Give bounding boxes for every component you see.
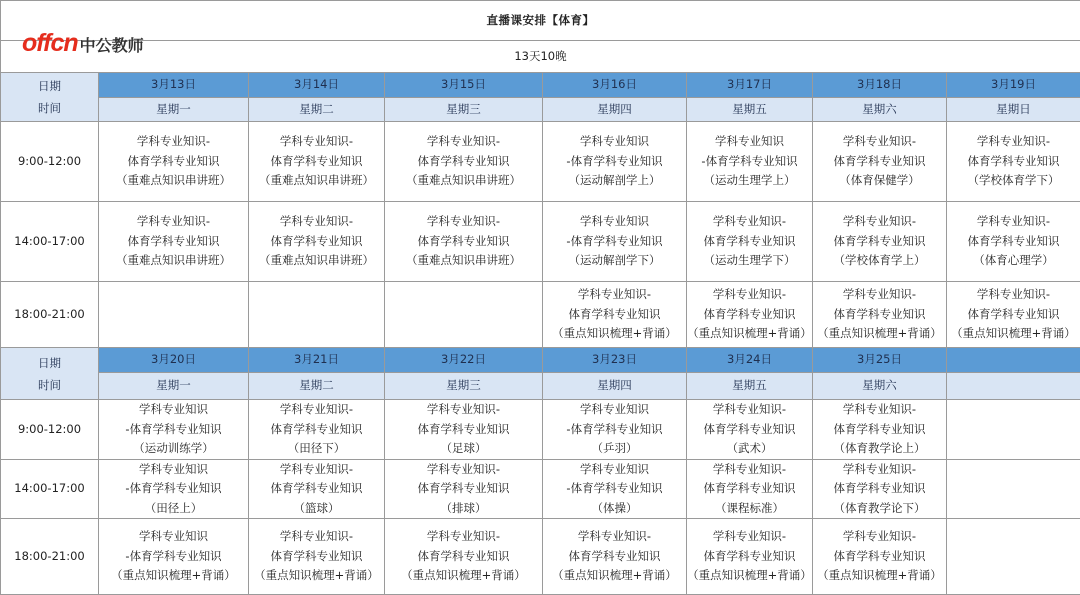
course-line: 体育学科专业知识: [249, 232, 384, 252]
weekday-header-cell: 星期六: [813, 98, 947, 122]
course-line: 学科专业知识-: [813, 132, 946, 152]
course-line: 体育学科专业知识: [249, 479, 384, 499]
course-line: （课程标准）: [687, 499, 812, 519]
course-line: -体育学科专业知识: [543, 232, 686, 252]
course-line: 学科专业知识-: [687, 460, 812, 480]
empty-cell: [249, 282, 385, 348]
course-line: （学校体育学下）: [947, 171, 1080, 191]
course-line: （乒羽）: [543, 439, 686, 459]
empty-cell: [99, 282, 249, 348]
course-cell: [687, 282, 813, 348]
course-line: （运动解剖学上）: [543, 171, 686, 191]
schedule-title: 直播课安排【体育】: [1, 1, 1080, 41]
schedule-body: [1, 1, 1080, 595]
weekday-header-cell: 星期日: [947, 98, 1080, 122]
time-slot-label: 18:00-21:00: [1, 282, 99, 348]
date-header-cell: [947, 348, 1080, 373]
course-cell: [947, 202, 1080, 282]
course-line: 学科专业知识: [543, 400, 686, 420]
time-slot-label: 18:00-21:00: [1, 519, 99, 595]
course-cell: [687, 202, 813, 282]
course-line: （重难点知识串讲班）: [249, 251, 384, 271]
course-line: 体育学科专业知识: [687, 305, 812, 325]
course-line: 体育学科专业知识: [687, 232, 812, 252]
course-cell: [813, 202, 947, 282]
course-cell: [947, 282, 1080, 348]
course-line: 学科专业知识-: [99, 132, 248, 152]
time-slot-row: [1, 122, 1080, 202]
course-line: 学科专业知识: [99, 460, 248, 480]
course-line: 学科专业知识-: [813, 212, 946, 232]
course-cell: [813, 459, 947, 519]
course-line: 学科专业知识: [543, 132, 686, 152]
date-header-cell: 3月18日: [813, 73, 947, 98]
course-line: （学校体育学上）: [813, 251, 946, 271]
course-line: 学科专业知识-: [385, 400, 542, 420]
date-header-cell: 3月13日: [99, 73, 249, 98]
course-line: （田径下）: [249, 439, 384, 459]
course-line: （体育教学论下）: [813, 499, 946, 519]
course-line: 学科专业知识: [99, 400, 248, 420]
course-line: 学科专业知识-: [249, 527, 384, 547]
course-line: （体育心理学）: [947, 251, 1080, 271]
course-line: 学科专业知识-: [385, 212, 542, 232]
course-line: 学科专业知识-: [687, 527, 812, 547]
course-line: 学科专业知识-: [813, 285, 946, 305]
course-line: 体育学科专业知识: [99, 232, 248, 252]
offcn-logo: [22, 30, 144, 56]
date-header-cell: 3月15日: [385, 73, 543, 98]
date-header-cell: 3月22日: [385, 348, 543, 373]
course-line: （排球）: [385, 499, 542, 519]
course-line: （篮球）: [249, 499, 384, 519]
course-line: （重点知识梳理+背诵）: [947, 324, 1080, 344]
course-line: 体育学科专业知识: [813, 305, 946, 325]
course-cell: [385, 202, 543, 282]
course-line: （运动生理学下）: [687, 251, 812, 271]
course-line: -体育学科专业知识: [687, 152, 812, 172]
date-header-cell: 3月21日: [249, 348, 385, 373]
course-cell: [385, 459, 543, 519]
course-line: （重点知识梳理+背诵）: [385, 566, 542, 586]
course-line: （足球）: [385, 439, 542, 459]
course-line: （重难点知识串讲班）: [99, 171, 248, 191]
course-line: 学科专业知识-: [99, 212, 248, 232]
weekday-header-cell: 星期五: [687, 98, 813, 122]
weekday-header-cell: 星期一: [99, 373, 249, 400]
course-line: 学科专业知识-: [813, 527, 946, 547]
course-line: （重难点知识串讲班）: [99, 251, 248, 271]
course-line: 学科专业知识: [543, 460, 686, 480]
course-line: 学科专业知识-: [947, 212, 1080, 232]
course-line: 体育学科专业知识: [947, 232, 1080, 252]
course-line: 学科专业知识-: [947, 132, 1080, 152]
course-cell: [813, 282, 947, 348]
logo-text-cn: 中公教师: [80, 33, 144, 59]
course-line: 学科专业知识-: [543, 527, 686, 547]
course-line: （重点知识梳理+背诵）: [813, 324, 946, 344]
course-line: 学科专业知识-: [385, 527, 542, 547]
empty-cell: [385, 282, 543, 348]
course-line: 学科专业知识-: [249, 132, 384, 152]
course-cell: [249, 400, 385, 460]
course-line: 学科专业知识-: [385, 132, 542, 152]
course-line: （重难点知识串讲班）: [385, 251, 542, 271]
course-line: （武术）: [687, 439, 812, 459]
course-line: 体育学科专业知识: [813, 152, 946, 172]
weekday-header-cell: 星期四: [543, 98, 687, 122]
date-header-cell: 3月19日: [947, 73, 1080, 98]
course-cell: [543, 459, 687, 519]
empty-cell: [947, 459, 1080, 519]
course-line: 体育学科专业知识: [813, 547, 946, 567]
course-line: 学科专业知识: [99, 527, 248, 547]
title-row: [1, 1, 1080, 41]
corner-label-time: 时间: [1, 374, 98, 396]
date-header-cell: 3月23日: [543, 348, 687, 373]
course-line: 体育学科专业知识: [543, 547, 686, 567]
course-line: 体育学科专业知识: [813, 479, 946, 499]
course-cell: [385, 519, 543, 595]
weekday-header-cell: 星期一: [99, 98, 249, 122]
course-cell: [249, 202, 385, 282]
course-line: 体育学科专业知识: [385, 479, 542, 499]
course-line: （重点知识梳理+背诵）: [249, 566, 384, 586]
course-line: 学科专业知识-: [249, 460, 384, 480]
weekday-header-cell: 星期三: [385, 98, 543, 122]
date-header-cell: 3月17日: [687, 73, 813, 98]
time-slot-label: 14:00-17:00: [1, 202, 99, 282]
weekday-header-cell: 星期五: [687, 373, 813, 400]
course-line: （体操）: [543, 499, 686, 519]
schedule-subtitle: 13天10晚: [1, 41, 1080, 73]
course-line: -体育学科专业知识: [99, 547, 248, 567]
course-line: -体育学科专业知识: [543, 479, 686, 499]
time-slot-row: [1, 459, 1080, 519]
course-line: 体育学科专业知识: [385, 420, 542, 440]
course-line: 体育学科专业知识: [813, 232, 946, 252]
course-line: （运动训练学）: [99, 439, 248, 459]
date-time-corner-label: [1, 348, 99, 400]
course-cell: [99, 400, 249, 460]
weekday-header-cell: [947, 373, 1080, 400]
date-time-corner-label: [1, 73, 99, 122]
course-line: （重难点知识串讲班）: [385, 171, 542, 191]
time-slot-row: [1, 400, 1080, 460]
course-cell: [947, 122, 1080, 202]
course-line: 体育学科专业知识: [687, 420, 812, 440]
course-cell: [385, 400, 543, 460]
course-cell: [813, 400, 947, 460]
course-line: 体育学科专业知识: [99, 152, 248, 172]
course-line: 体育学科专业知识: [385, 547, 542, 567]
date-header-cell: 3月16日: [543, 73, 687, 98]
course-cell: [813, 122, 947, 202]
weekday-row: [1, 98, 1080, 122]
course-cell: [687, 400, 813, 460]
date-header-cell: 3月20日: [99, 348, 249, 373]
course-line: 体育学科专业知识: [249, 152, 384, 172]
course-line: 体育学科专业知识: [947, 152, 1080, 172]
course-line: 学科专业知识-: [813, 460, 946, 480]
course-cell: [543, 400, 687, 460]
course-line: （重点知识梳理+背诵）: [99, 566, 248, 586]
weekday-header-cell: 星期二: [249, 373, 385, 400]
course-line: 学科专业知识-: [249, 400, 384, 420]
course-line: 学科专业知识-: [385, 460, 542, 480]
course-line: 体育学科专业知识: [687, 547, 812, 567]
weekday-header-cell: 星期六: [813, 373, 947, 400]
date-header-cell: 3月14日: [249, 73, 385, 98]
course-line: 体育学科专业知识: [385, 152, 542, 172]
course-line: 体育学科专业知识: [249, 547, 384, 567]
course-cell: [249, 459, 385, 519]
course-line: 学科专业知识-: [947, 285, 1080, 305]
corner-label-time: 时间: [1, 97, 98, 119]
course-line: （重难点知识串讲班）: [249, 171, 384, 191]
course-line: 体育学科专业知识: [543, 305, 686, 325]
course-cell: [543, 122, 687, 202]
date-row: [1, 348, 1080, 373]
course-cell: [813, 519, 947, 595]
course-cell: [543, 519, 687, 595]
course-line: 学科专业知识-: [687, 400, 812, 420]
empty-cell: [947, 519, 1080, 595]
course-cell: [687, 459, 813, 519]
course-line: -体育学科专业知识: [99, 420, 248, 440]
course-cell: [385, 122, 543, 202]
course-line: （运动生理学上）: [687, 171, 812, 191]
course-cell: [249, 122, 385, 202]
course-line: 学科专业知识-: [813, 400, 946, 420]
course-cell: [543, 202, 687, 282]
course-line: （重点知识梳理+背诵）: [543, 324, 686, 344]
course-line: 体育学科专业知识: [813, 420, 946, 440]
course-cell: [249, 519, 385, 595]
course-line: 学科专业知识-: [687, 212, 812, 232]
course-line: （田径上）: [99, 499, 248, 519]
course-line: 体育学科专业知识: [249, 420, 384, 440]
time-slot-label: 9:00-12:00: [1, 400, 99, 460]
course-cell: [99, 202, 249, 282]
course-line: （体育保健学）: [813, 171, 946, 191]
date-row: [1, 73, 1080, 98]
date-header-cell: 3月25日: [813, 348, 947, 373]
course-cell: [99, 519, 249, 595]
corner-label-date: 日期: [1, 75, 98, 97]
course-line: 学科专业知识-: [249, 212, 384, 232]
course-line: 学科专业知识-: [687, 285, 812, 305]
subtitle-row: [1, 41, 1080, 73]
course-line: （体育教学论上）: [813, 439, 946, 459]
time-slot-row: [1, 202, 1080, 282]
course-line: （重点知识梳理+背诵）: [543, 566, 686, 586]
course-cell: [99, 459, 249, 519]
course-line: 学科专业知识-: [543, 285, 686, 305]
weekday-header-cell: 星期二: [249, 98, 385, 122]
course-line: （重点知识梳理+背诵）: [687, 566, 812, 586]
date-header-cell: 3月24日: [687, 348, 813, 373]
course-line: -体育学科专业知识: [543, 420, 686, 440]
course-line: 学科专业知识: [543, 212, 686, 232]
course-cell: [687, 122, 813, 202]
course-line: 体育学科专业知识: [947, 305, 1080, 325]
course-cell: [99, 122, 249, 202]
course-line: 体育学科专业知识: [687, 479, 812, 499]
corner-label-date: 日期: [1, 352, 98, 374]
weekday-header-cell: 星期三: [385, 373, 543, 400]
course-line: （重点知识梳理+背诵）: [813, 566, 946, 586]
course-line: 学科专业知识: [687, 132, 812, 152]
logo-text-en: offcn: [22, 30, 78, 56]
course-line: （运动解剖学下）: [543, 251, 686, 271]
weekday-header-cell: 星期四: [543, 373, 687, 400]
course-cell: [687, 519, 813, 595]
weekday-row: [1, 373, 1080, 400]
course-line: 体育学科专业知识: [385, 232, 542, 252]
course-line: （重点知识梳理+背诵）: [687, 324, 812, 344]
time-slot-label: 9:00-12:00: [1, 122, 99, 202]
time-slot-label: 14:00-17:00: [1, 459, 99, 519]
course-line: -体育学科专业知识: [99, 479, 248, 499]
time-slot-row: [1, 519, 1080, 595]
course-cell: [543, 282, 687, 348]
time-slot-row: [1, 282, 1080, 348]
empty-cell: [947, 400, 1080, 460]
course-line: -体育学科专业知识: [543, 152, 686, 172]
